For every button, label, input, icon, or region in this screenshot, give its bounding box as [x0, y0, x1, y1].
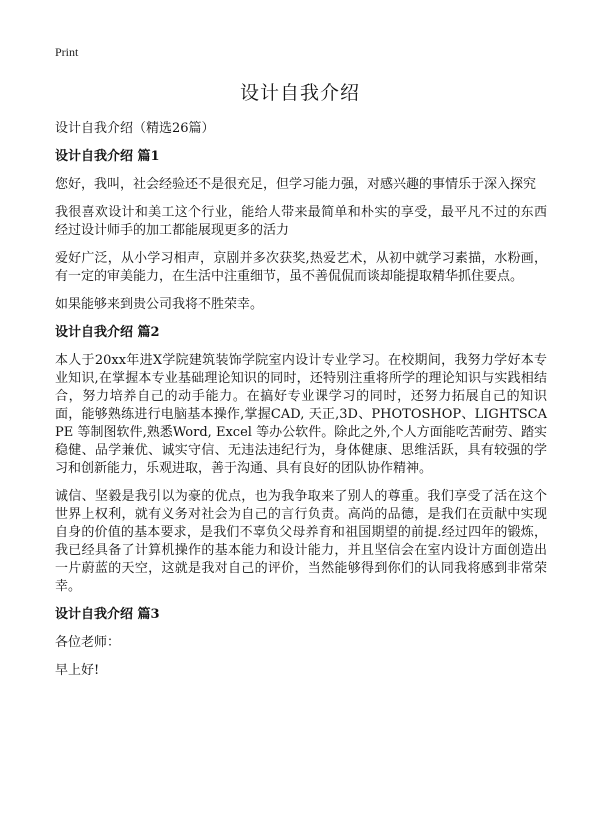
paragraph: 爱好广泛，从小学习相声，京剧并多次获奖,热爱艺术，从初中就学习素描，水粉画，有一定的审美能力，在生活中注重细节，虽不善侃侃而谈却能提取精华抓住要点。 — [55, 251, 547, 284]
paragraph: 我很喜欢设计和美工这个行业，能给人带来最简单和朴实的享受，最平凡不过的东西经过设计师手的加工都能展现更多的活力 — [55, 205, 547, 238]
section-2 — [55, 324, 547, 596]
section-1 — [55, 148, 547, 314]
paragraph: 本人于20xx年进X学院建筑装饰学院室内设计专业学习。在校期间，我努力学好本专业知识,在掌握本专业基础理论知识的同时，还特别注重将所学的理论知识与实践相结合，努力培养自己的动手能力。在搞好专业课学习的同时，还努力拓展自己的知识面，能够熟练进行电脑基本操作,掌握CAD, 天正,3D、PHOTOSHOP、LIGHTSCAPE 等制图软件,熟悉Word, Excel 等办公软件。除此之外,个人方面能吃苦耐劳、踏实稳健、品学兼优、诚实守信、无违法违纪行为，身体健康、思维活跃，具有较强的学习和创新能力，乐观进取，善于沟通、具有良好的团队协作精神。 — [55, 353, 547, 476]
paragraph: 如果能够来到贵公司我将不胜荣幸。 — [55, 297, 264, 312]
document-subtitle: 设计自我介绍（精选26篇） — [55, 121, 215, 136]
page-title: 设计自我介绍 — [239, 82, 360, 104]
print-link[interactable]: Print — [55, 45, 79, 59]
paragraph: 各位老师： — [55, 635, 121, 650]
section-heading: 设计自我介绍 篇3 — [55, 607, 160, 622]
paragraph: 早上好! — [55, 663, 100, 678]
section-heading: 设计自我介绍 篇2 — [55, 325, 160, 340]
section-3 — [55, 606, 547, 680]
section-heading: 设计自我介绍 篇1 — [55, 149, 160, 164]
document-body — [55, 120, 547, 690]
paragraph: 您好，我叫，社会经验还不是很充足，但学习能力强，对感兴趣的事情乐于深入探究 — [55, 177, 537, 192]
paragraph: 诚信、坚毅是我引以为豪的优点，也为我争取来了别人的尊重。我们享受了活在这个世界上权利，就有义务对社会为自己的言行负责。高尚的品德，是我们在贡献中实现自身的价值的基本要求，是我们不辜负父母养育和祖国期望的前提.经过四年的锻炼，我已经具备了计算机操作的基本能力和设计能力，并且坚信会在室内设计方面创造出一片蔚蓝的天空，这就是我对自己的评价，当然能够得到你们的认同我将感到非常荣幸。 — [55, 489, 547, 594]
